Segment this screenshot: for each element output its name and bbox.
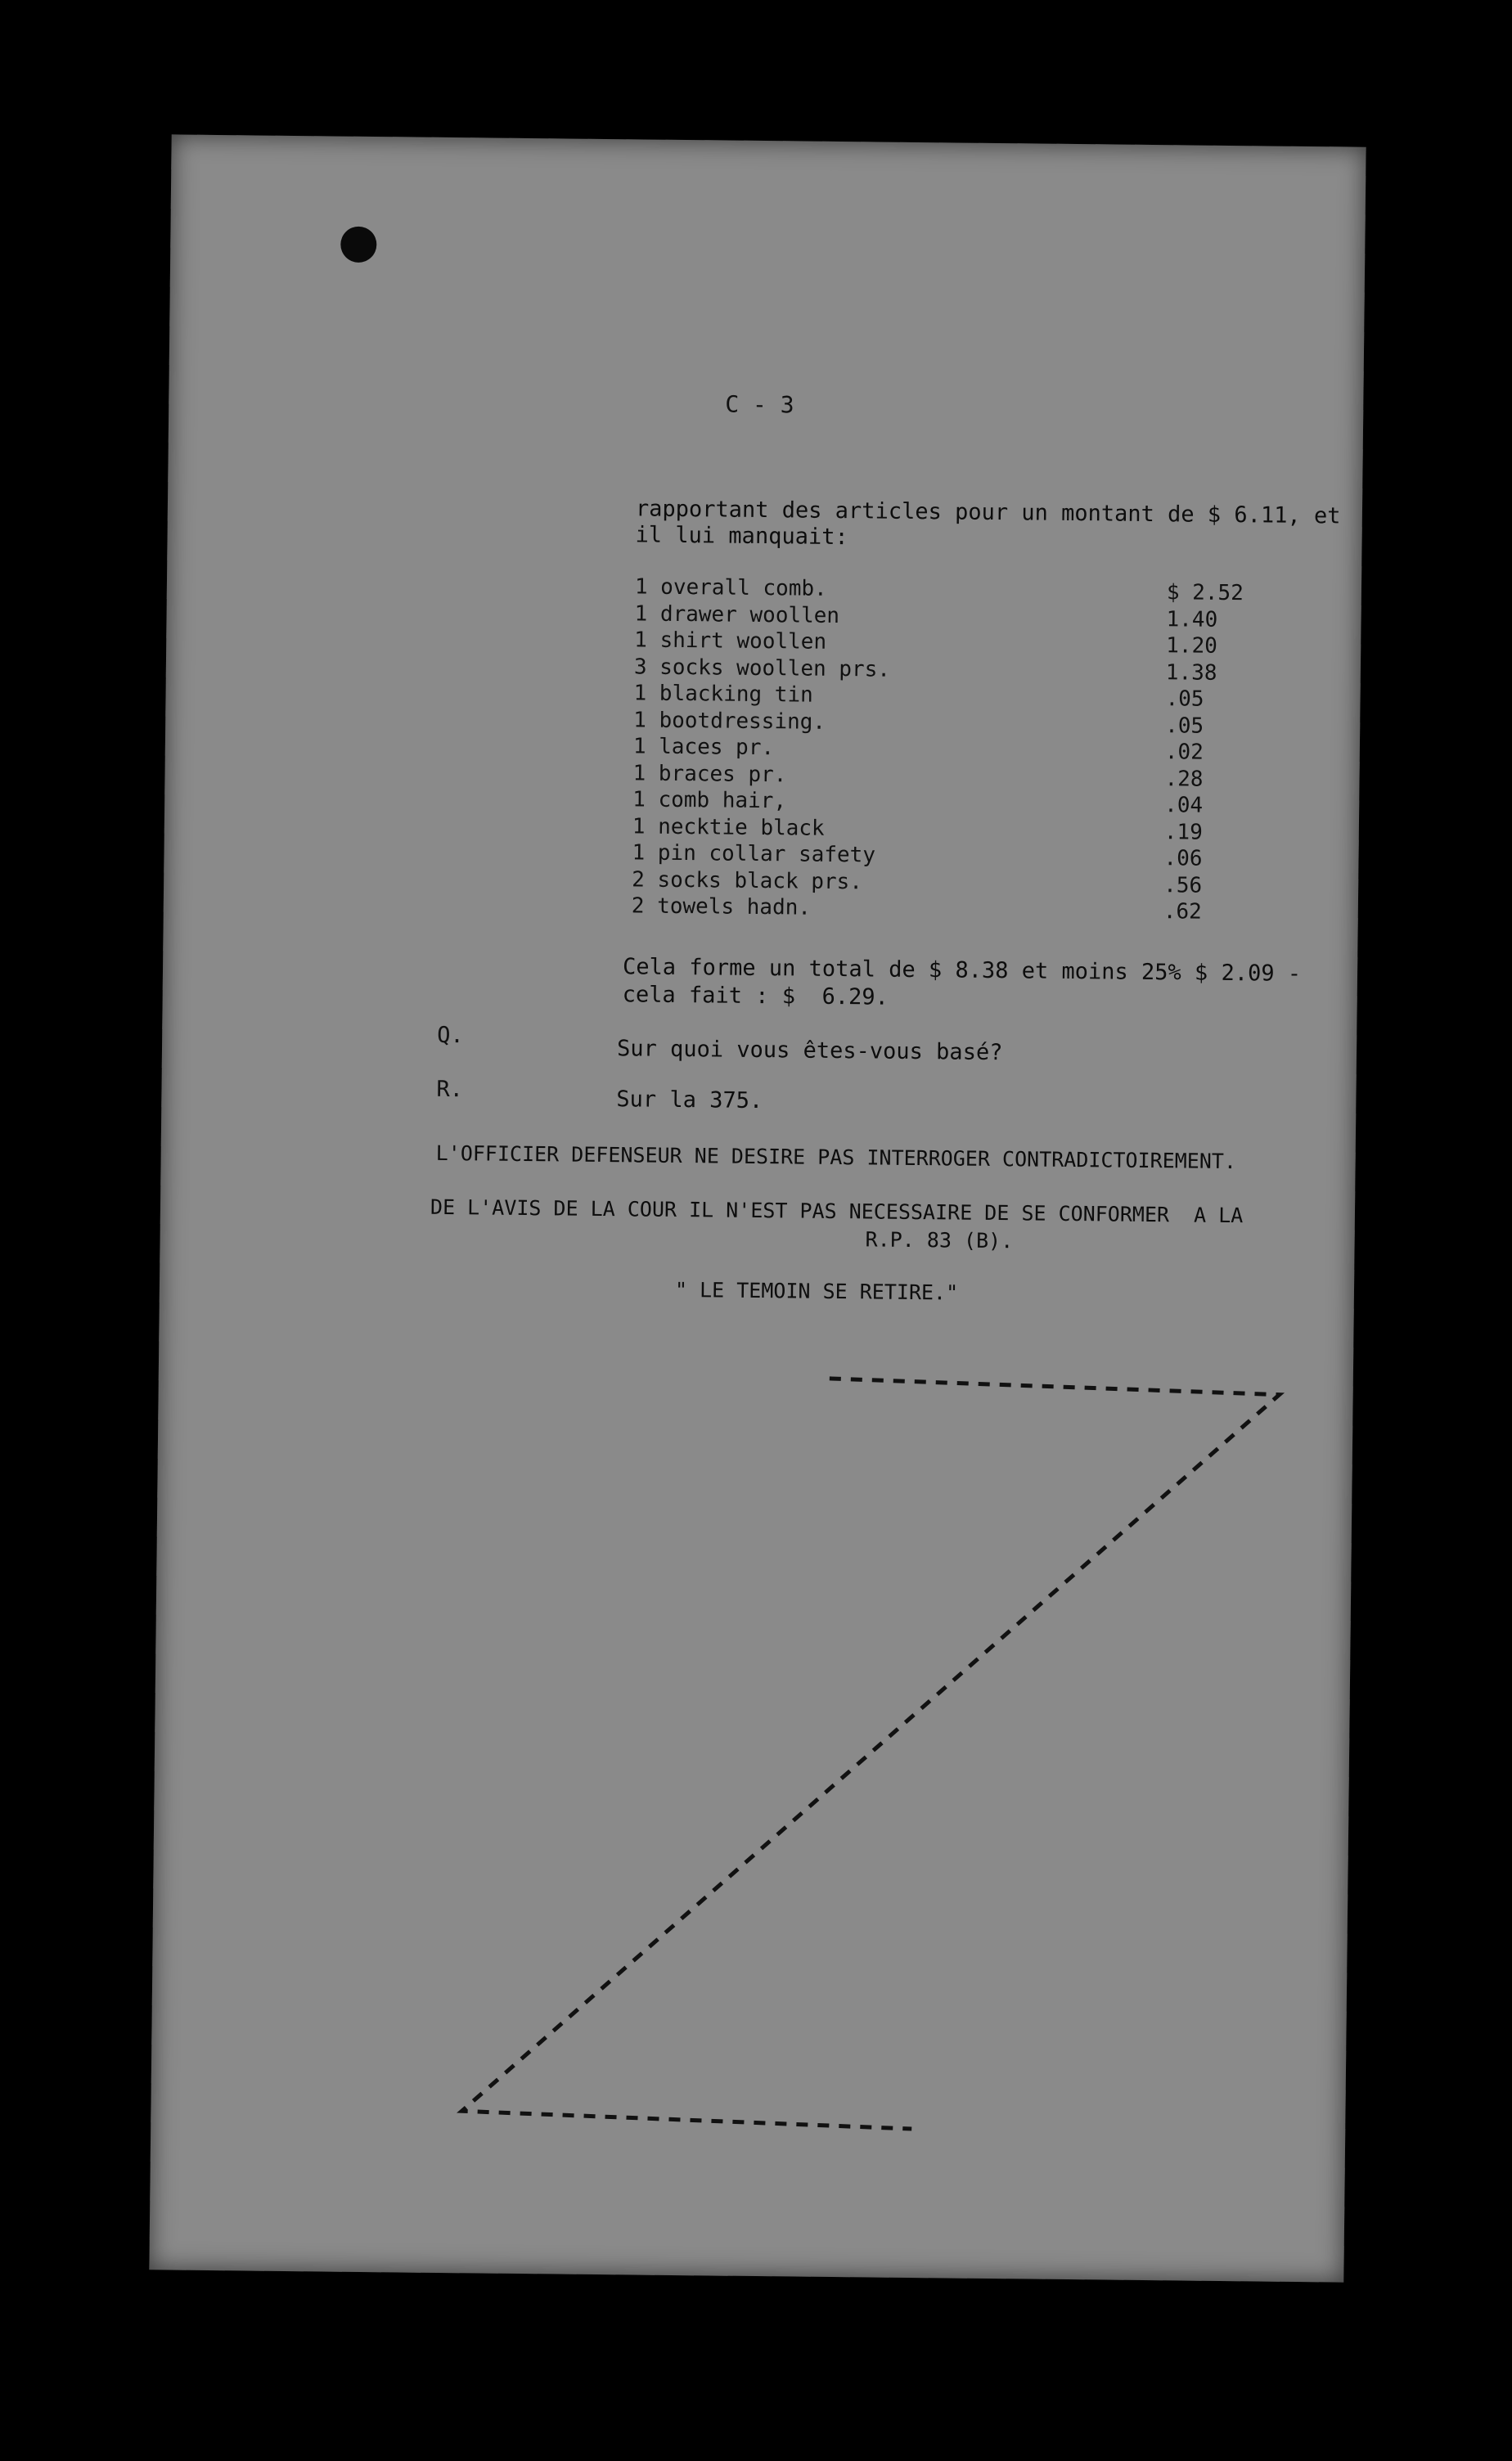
item-label: 1 braces pr. — [632, 760, 787, 787]
item-amount: .19 — [1163, 819, 1203, 845]
item-amount: 1.20 — [1166, 633, 1218, 659]
item-amount: .56 — [1163, 872, 1203, 898]
item-label: 2 socks black prs. — [632, 866, 863, 894]
dashed-cancellation-line — [461, 1374, 1280, 2132]
question-label: Q. — [437, 1022, 464, 1049]
item-label: 1 necktie black — [632, 813, 825, 841]
statement-court: DE L'AVIS DE LA COUR IL N'EST PAS NECESSAIRE DE SE CONFORMER A LA — [430, 1195, 1244, 1228]
item-amount: 1.38 — [1165, 659, 1217, 686]
intro-line-1: rapportant des articles pour un montant de $ 6.11, et — [635, 496, 1341, 529]
answer-text: Sur la 375. — [616, 1087, 763, 1114]
closing-remark: " LE TEMOIN SE RETIRE." — [674, 1277, 959, 1305]
item-label: 1 laces pr. — [632, 734, 775, 761]
item-amount: .04 — [1164, 793, 1204, 818]
cancellation-mark — [149, 134, 1366, 2282]
answer-label: R. — [436, 1076, 464, 1103]
item-amount: 1.40 — [1166, 606, 1218, 632]
item-label: 2 towels hadn. — [631, 893, 812, 920]
page-number: C - 3 — [725, 390, 794, 419]
question-text: Sur quoi vous êtes-vous basé? — [616, 1036, 1003, 1066]
item-label: 3 socks woollen prs. — [633, 654, 891, 682]
item-label: 1 shirt woollen — [634, 628, 827, 655]
item-label: 1 pin collar safety — [632, 840, 876, 868]
statement-court-reference: R.P. 83 (B). — [865, 1227, 1014, 1253]
item-amount: .02 — [1164, 740, 1204, 765]
total-line-1: Cela forme un total de $ 8.38 et moins 25% $ 2.09 - — [622, 954, 1302, 987]
item-label: 1 drawer woollen — [634, 601, 840, 628]
document-page — [149, 134, 1366, 2282]
item-amount: .05 — [1165, 686, 1204, 712]
intro-line-2: il lui manquait: — [635, 522, 848, 551]
item-amount: .05 — [1165, 713, 1204, 739]
item-label: 1 bootdressing. — [633, 707, 826, 735]
item-amount: $ 2.52 — [1166, 580, 1244, 606]
item-amount: .62 — [1163, 899, 1202, 925]
item-label: 1 blacking tin — [633, 681, 813, 708]
item-label: 1 comb hair, — [632, 787, 787, 814]
item-amount: .28 — [1164, 766, 1204, 792]
statement-defense: L'OFFICIER DEFENSEUR NE DESIRE PAS INTERROGER CONTRADICTOIREMENT. — [435, 1141, 1237, 1174]
total-line-2: cela fait : $ 6.29. — [622, 982, 889, 1010]
item-label: 1 overall comb. — [634, 574, 827, 601]
item-amount: .06 — [1163, 846, 1203, 871]
